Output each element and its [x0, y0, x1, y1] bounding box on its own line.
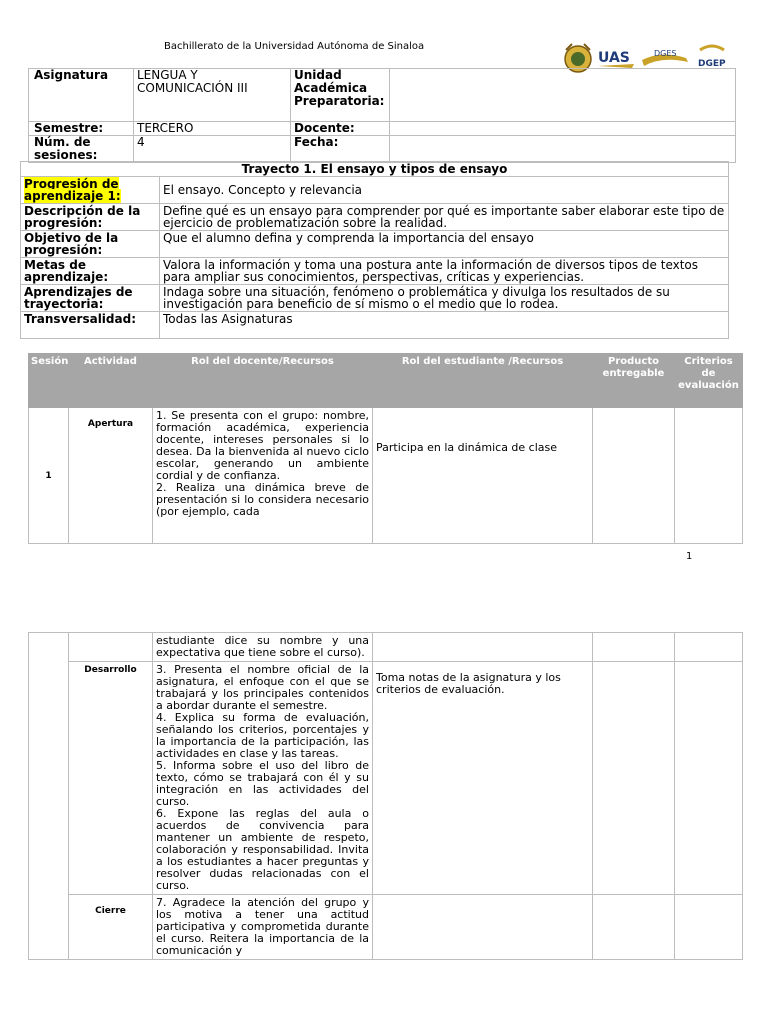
asignatura-value: LENGUA Y COMUNICACIÓN III — [134, 69, 291, 122]
document-header-title: Bachillerato de la Universidad Autónoma de Sinaloa — [164, 41, 425, 52]
unidad-label: Unidad Académica Preparatoria: — [291, 69, 390, 122]
fecha-label: Fecha: — [291, 136, 390, 163]
phase-desarrollo: Desarrollo — [69, 662, 153, 895]
objective-label: Objetivo de la progresión: — [21, 231, 160, 258]
apertura-step-1: 1. Se presenta con el grupo: nombre, formación académica, experiencia docente, intereses personales si lo desea. Da la bienvenida al nuevo ciclo escolar, generando un ambiente cordial y de confianza. — [156, 409, 369, 482]
docente-label: Docente: — [291, 122, 390, 136]
session-number: 1 — [29, 408, 69, 544]
desarrollo-student-role: Toma notas de la asignatura y los criterios de evaluación. — [373, 662, 593, 895]
apertura-deliverable — [593, 408, 675, 544]
header-criteria: Criterios de evaluación — [675, 354, 743, 408]
docente-value — [390, 122, 736, 136]
unidad-value — [390, 69, 736, 122]
svg-text:DGEP: DGEP — [698, 59, 726, 69]
phase-apertura: Apertura — [69, 408, 153, 544]
continued-criteria — [675, 633, 743, 662]
desarrollo-deliverable — [593, 662, 675, 895]
continued-deliverable — [593, 633, 675, 662]
apertura-student-role: Participa en la dinámica de clase — [373, 408, 593, 544]
progression-label — [21, 177, 160, 204]
trayecto-title: Trayecto 1. El ensayo y tipos de ensayo — [21, 162, 729, 177]
progression-value: El ensayo. Concepto y relevancia — [160, 177, 729, 204]
description-value: Define qué es un ensayo para comprender por qué es importante saber elaborar este tipo de ejercicio de problematización sobre la realidad. — [160, 204, 729, 231]
progression-table — [20, 161, 729, 339]
trajectory-learning-label: Aprendizajes de trayectoria: — [21, 285, 160, 312]
course-info-table — [28, 68, 736, 163]
header-teacher-role: Rol del docente/Recursos — [153, 354, 373, 408]
progression-label-text: Progresión de aprendizaje 1: — [24, 177, 121, 203]
activities-table — [28, 353, 743, 544]
header-student-role: Rol del estudiante /Recursos — [373, 354, 593, 408]
sesiones-value: 4 — [134, 136, 291, 163]
apertura-step-2: 2. Realiza una dinámica breve de presentación si lo considera necesario (por ejemplo, cada — [156, 481, 369, 518]
transversality-label: Transversalidad: — [21, 312, 160, 339]
session-cell-continued — [29, 633, 69, 960]
continued-student-role — [373, 633, 593, 662]
desarrollo-step-3: 3. Presenta el nombre oficial de la asignatura, el enfoque con el que se trabajará y los principales contenidos a abordar durante el semestre. — [156, 663, 369, 712]
apertura-continued-text: estudiante dice su nombre y una expectativa que tiene sobre el curso). — [153, 633, 373, 662]
desarrollo-criteria — [675, 662, 743, 895]
desarrollo-step-4: 4. Explica su forma de evaluación, señalando los criterios, porcentajes y la importancia de la participación, las actividades en clase y las tareas. — [156, 711, 369, 760]
desarrollo-teacher-role — [153, 662, 373, 895]
phase-cierre: Cierre — [69, 895, 153, 960]
cierre-step-7: 7. Agradece la atención del grupo y los motiva a tener una actitud participativa y comprometida durante el curso. Reitera la importancia de la comunicación y — [156, 896, 369, 957]
cierre-student-role — [373, 895, 593, 960]
header-session: Sesión — [29, 354, 69, 408]
description-label: Descripción de la progresión: — [21, 204, 160, 231]
header-activity: Actividad — [69, 354, 153, 408]
cierre-deliverable — [593, 895, 675, 960]
dges-logo — [642, 49, 688, 66]
header-deliverable: Producto entregable — [593, 354, 675, 408]
cierre-teacher-role — [153, 895, 373, 960]
apertura-teacher-role — [153, 408, 373, 544]
semestre-value: TERCERO — [134, 122, 291, 136]
apertura-criteria — [675, 408, 743, 544]
sesiones-label: Núm. de sesiones: — [29, 136, 134, 163]
trajectory-learning-value: Indaga sobre una situación, fenómeno o problemática y divulga los resultados de su investigación para beneficio de sí mismo o el medio que lo rodea. — [160, 285, 729, 312]
activities-table-continued — [28, 632, 743, 960]
uas-logo — [598, 50, 634, 68]
objective-value: Que el alumno defina y comprenda la importancia del ensayo — [160, 231, 729, 258]
semestre-label: Semestre: — [29, 122, 134, 136]
phase-continued — [69, 633, 153, 662]
transversality-value: Todas las Asignaturas — [160, 312, 729, 339]
desarrollo-step-6: 6. Expone las reglas del aula o acuerdos de convivencia para mantener un ambiente de respeto, colaboración y responsabilidad. Invita a los estudiantes a hacer preguntas y resolver dudas relacionadas con el curso. — [156, 807, 369, 892]
page-number: 1 — [686, 551, 693, 562]
goals-label: Metas de aprendizaje: — [21, 258, 160, 285]
svg-text:UAS: UAS — [598, 50, 630, 66]
cierre-criteria — [675, 895, 743, 960]
asignatura-label: Asignatura — [29, 69, 134, 122]
fecha-value — [390, 136, 736, 163]
goals-value: Valora la información y toma una postura ante la información de diversos tipos de textos para ampliar sus conocimientos, perspectivas, críticas y experiencias. — [160, 258, 729, 285]
svg-text:DGES: DGES — [654, 49, 677, 58]
desarrollo-step-5: 5. Informa sobre el uso del libro de texto, cómo se trabajará con él y su integración en las actividades del curso. — [156, 759, 369, 808]
dgep-logo — [698, 46, 726, 69]
